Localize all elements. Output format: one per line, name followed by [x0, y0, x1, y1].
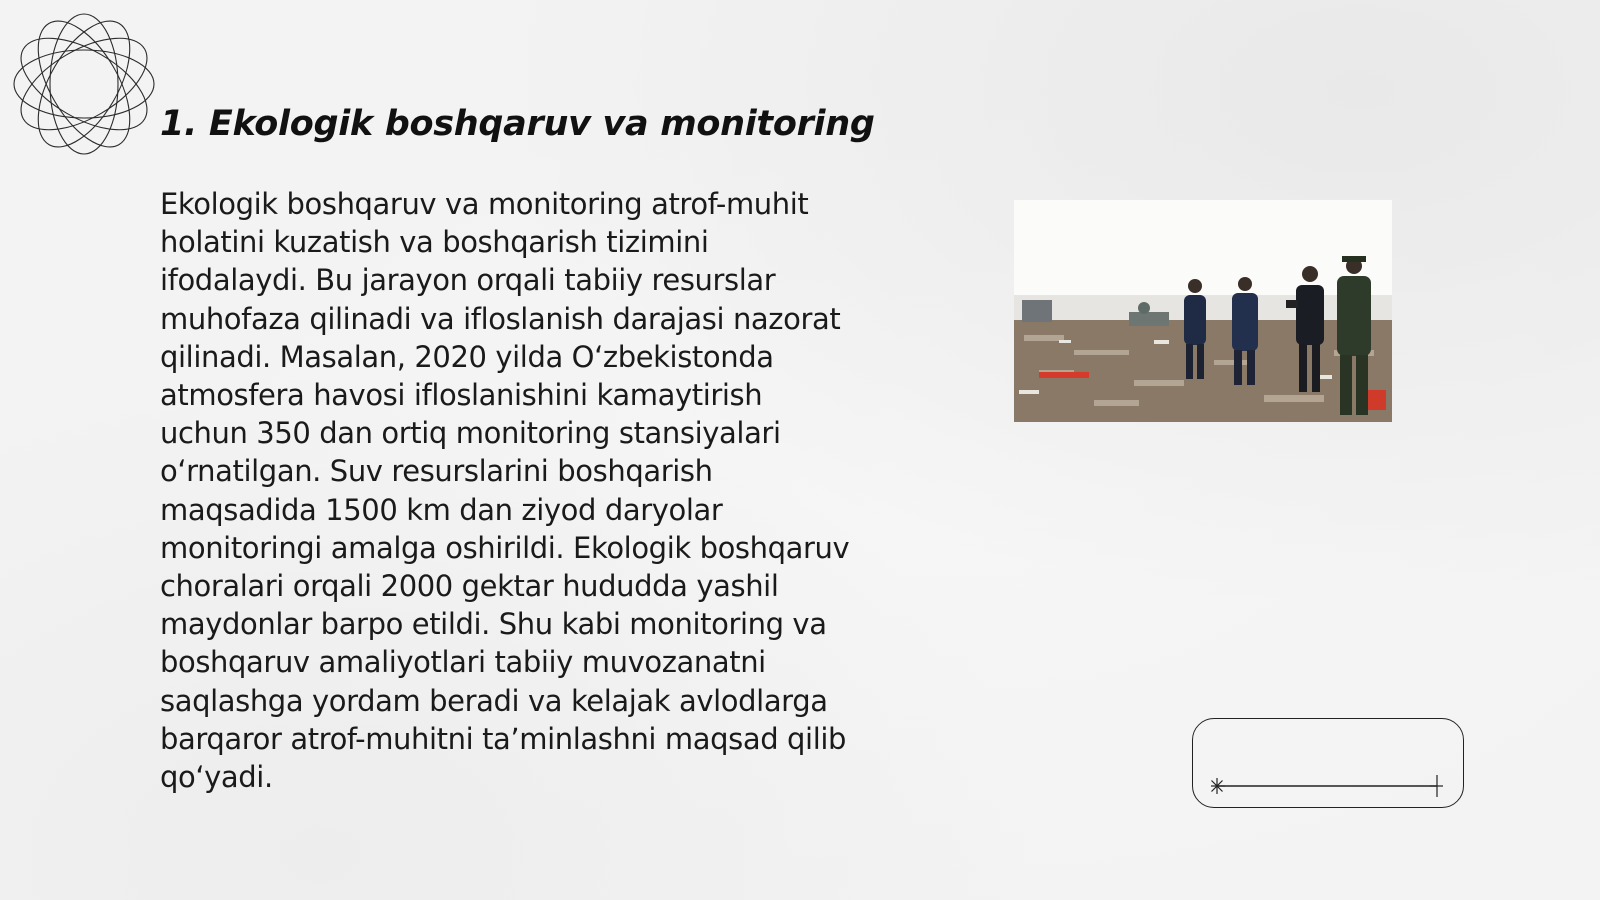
- slide-title: 1. Ekologik boshqaruv va monitoring: [160, 104, 875, 144]
- landfill-inspection-photo: [1014, 200, 1392, 422]
- timeline-decoration: [1192, 718, 1464, 808]
- sparkle-icon: [1211, 778, 1225, 794]
- orbit-ornament-icon: [8, 8, 160, 160]
- timeline-line: [1211, 775, 1443, 797]
- cross-star-icon: [1430, 775, 1443, 797]
- body-paragraph: Ekologik boshqaruv va monitoring atrof-muhit holatini kuzatish va boshqarish tizimini ifodalaydi. Bu jarayon orqali tabiiy resurslar muhofaza qilinadi va ifloslanish darajasi nazorat qilinadi. Masalan, 2020 yilda Oʻzbekistonda atmosfera havosi ifloslanishini kamaytirish uchun 350 dan ortiq monitoring stansiyalari oʻrnatilgan. Suv resurslarini boshqarish maqsadida 1500 km dan ziyod daryolar monitoringi amalga oshirildi. Ekologik boshqaruv choralari orqali 2000 gektar hududda yashil maydonlar barpo etildi. Shu kabi monitoring va boshqaruv amaliyotlari tabiiy muvozanatni saqlashga yordam beradi va kelajak avlodlarga barqaror atrof-muhitni taʼminlashni maqsad qilib qoʻyadi.: [160, 187, 850, 795]
